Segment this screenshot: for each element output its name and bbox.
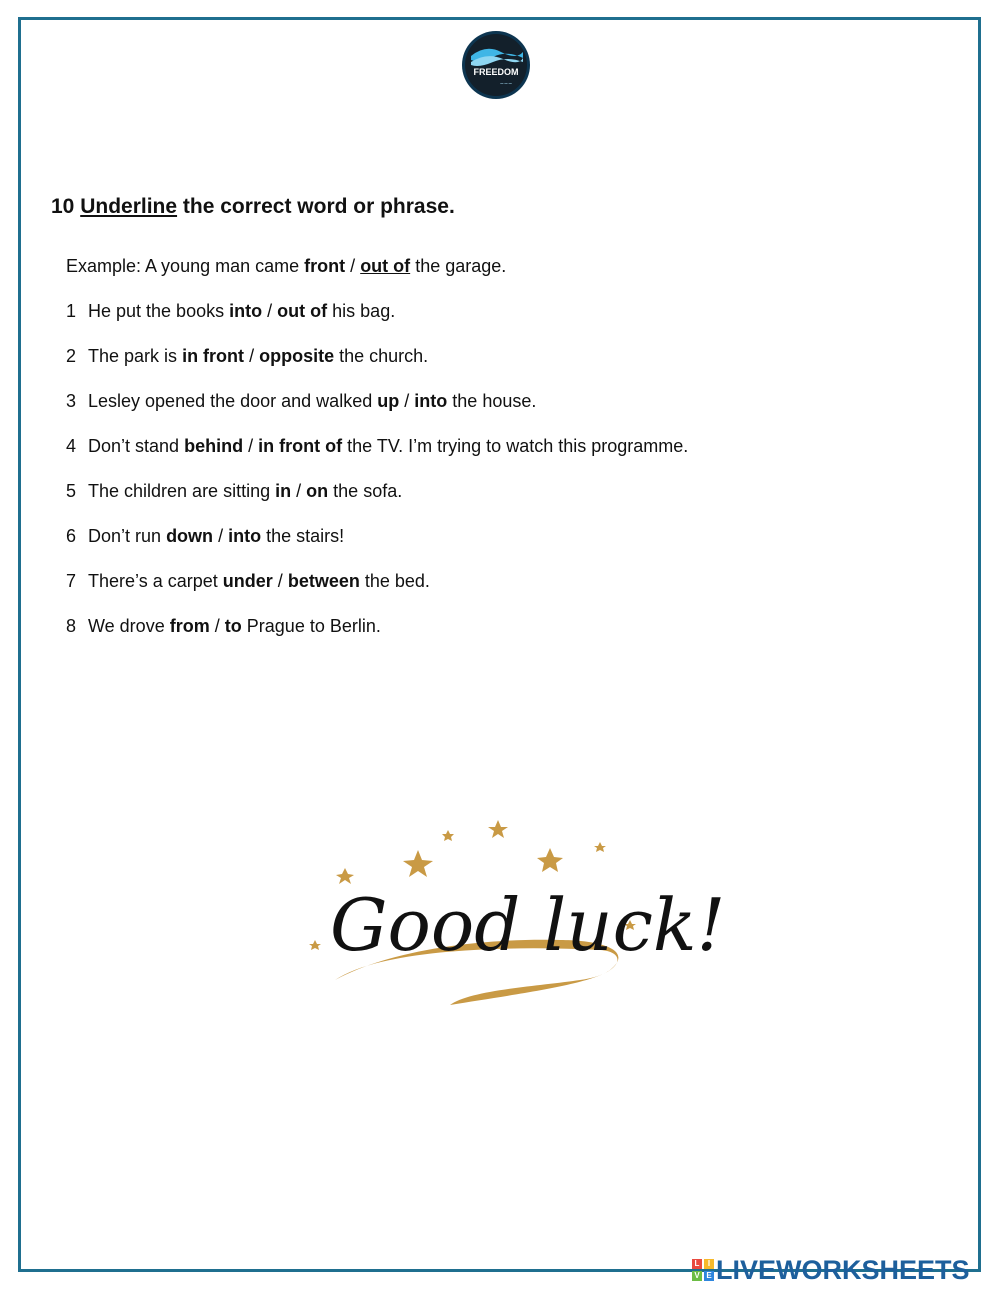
item-suffix: the stairs! [266,526,345,546]
brand-square-v: V [692,1271,702,1281]
liveworksheets-brand [692,1256,970,1284]
item-suffix: his bag. [332,301,396,321]
item-suffix: the church. [339,346,429,366]
item-option-1[interactable]: in front [182,346,245,366]
item-slash: / [214,616,220,636]
item-option-1[interactable]: from [169,616,210,636]
item-option-2[interactable]: into [228,526,262,546]
exercise-item [66,525,344,547]
exercise-item [66,345,428,367]
item-suffix: Prague to Berlin. [246,616,381,636]
item-slash: / [218,526,224,546]
exercise-item [66,390,536,412]
exercise-number: 10 [51,195,75,218]
item-prefix: There’s a carpet [88,571,218,591]
example-suffix: the garage. [415,256,507,276]
item-number: 3 [66,391,77,411]
item-prefix: The children are sitting [88,481,271,501]
example-option-2[interactable]: out of [360,256,411,276]
exercise-item [66,435,688,457]
exercise-item [66,300,395,322]
instruction-rest: the correct word or phrase. [182,195,455,218]
freedom-logo [461,30,531,100]
item-slash: / [404,391,410,411]
item-option-2[interactable]: into [414,391,448,411]
item-slash: / [267,301,273,321]
item-number: 4 [66,436,77,456]
item-number: 1 [66,301,77,321]
exercise-item [66,480,402,502]
item-option-1[interactable]: under [222,571,273,591]
example-slash: / [350,256,356,276]
item-suffix: the bed. [364,571,430,591]
item-option-1[interactable]: down [166,526,214,546]
item-slash: / [248,436,254,456]
item-number: 7 [66,571,77,591]
brand-text: LIVEWORKSHEETS [716,1254,970,1285]
item-suffix: the TV. I’m trying to watch this programme. [347,436,689,456]
item-number: 5 [66,481,77,501]
brand-squares-icon [692,1259,714,1281]
brand-square-l: L [692,1259,702,1269]
item-suffix: the sofa. [333,481,403,501]
item-option-2[interactable]: in front of [258,436,343,456]
good-luck-image [300,800,726,1035]
item-option-2[interactable]: to [224,616,242,636]
brand-square-e: E [704,1271,714,1281]
item-prefix: The park is [88,346,178,366]
item-prefix: Lesley opened the door and walked [88,391,373,411]
item-option-2[interactable]: opposite [259,346,335,366]
item-prefix: He put the books [88,301,225,321]
item-option-1[interactable]: into [229,301,263,321]
item-option-1[interactable]: in [275,481,292,501]
item-number: 2 [66,346,77,366]
item-option-2[interactable]: between [287,571,360,591]
svg-text:~~~: ~~~ [499,81,513,87]
item-option-1[interactable]: behind [184,436,244,456]
exercise-item [66,570,430,592]
instruction-underline-word: Underline [80,195,178,218]
item-suffix: the house. [452,391,537,411]
item-prefix: Don’t stand [88,436,180,456]
item-option-2[interactable]: out of [277,301,328,321]
item-number: 6 [66,526,77,546]
item-option-2[interactable]: on [306,481,329,501]
example-prefix: Example: A young man came [66,256,300,276]
logo-text: FREEDOM [473,67,519,77]
item-prefix: Don’t run [88,526,162,546]
item-prefix: We drove [88,616,165,636]
item-slash: / [277,571,283,591]
exercise-item [66,615,381,637]
exercise-title [51,195,455,219]
brand-square-i: I [704,1259,714,1269]
item-slash: / [249,346,255,366]
item-number: 8 [66,616,77,636]
good-luck-text: Good luck! [330,883,726,967]
item-option-1[interactable]: up [377,391,400,411]
item-slash: / [296,481,302,501]
example-line [66,255,506,277]
example-option-1[interactable]: front [304,256,346,276]
